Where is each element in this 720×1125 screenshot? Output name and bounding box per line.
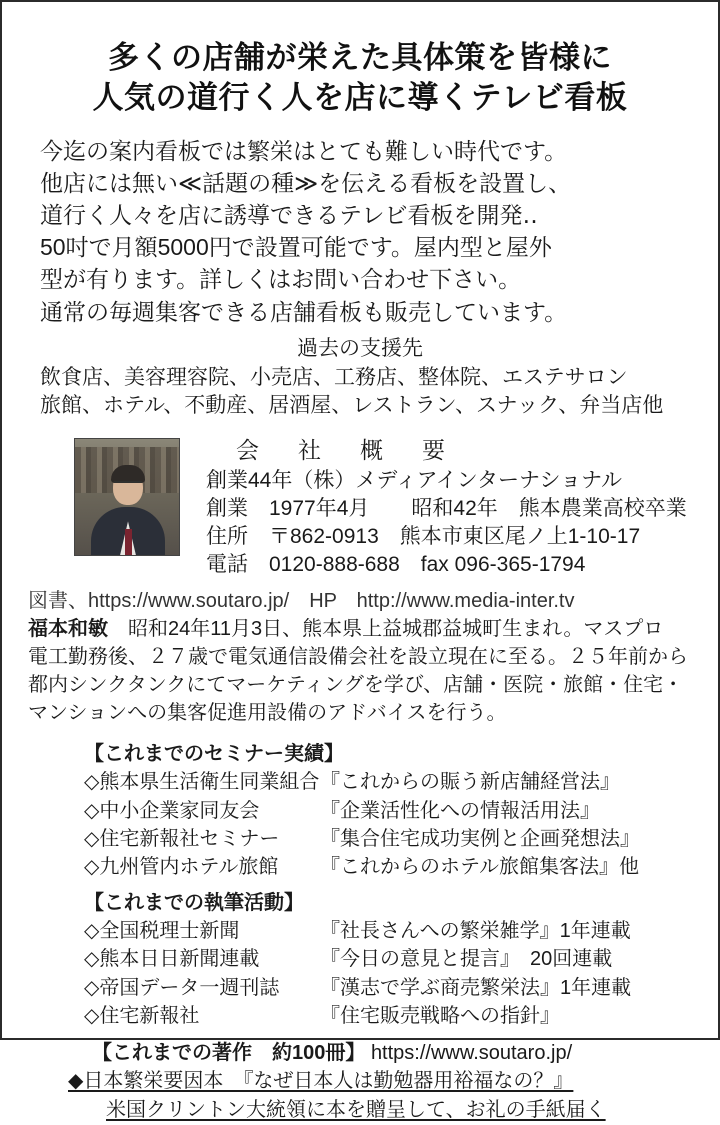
seminar-section <box>84 737 692 1065</box>
bio-line-2: 電工勤務後、２７歳で電気通信設備会社を設立現在に至る。２５年前から <box>28 646 688 669</box>
bottom-line-1: ◆日本繁栄要因本 『なぜ日本人は勤勉器用裕福なの？』 <box>68 1070 574 1093</box>
lead-line-4: 50吋で月額5000円で設置可能です。屋内型と屋外 <box>40 234 552 261</box>
seminar-org-3: ◇住宅新報社セミナー <box>84 828 280 851</box>
list-item <box>84 1002 692 1030</box>
company-line-3: 住所 〒862-0913 熊本市東区尾ノ上1-10-17 <box>206 524 641 548</box>
lead-paragraph <box>40 135 692 328</box>
support-list <box>40 364 692 421</box>
writing-org-1: ◇全国税理士新聞 <box>84 919 240 942</box>
seminar-org-2: ◇中小企業家同友会 <box>84 799 260 822</box>
writing-title-4: 『住宅販売戦略への指針』 <box>320 1005 560 1028</box>
writing-heading: 【これまでの執筆活動】 <box>84 891 304 914</box>
bottom-line-2: 米国クリントン大統領に本を贈呈して、お礼の手紙届く <box>106 1099 606 1122</box>
list-item <box>84 974 692 1002</box>
writing-title-2: 『今日の意見と提言』 20回連載 <box>320 948 613 971</box>
writing-org-2: ◇熊本日日新聞連載 <box>84 948 260 971</box>
writing-title-1: 『社長さんへの繁栄雑学』1年連載 <box>320 919 631 942</box>
support-section-title: 過去の支援先 <box>297 336 423 360</box>
headline-line-1: 多くの店舗が栄えた具体策を皆様に <box>108 40 612 75</box>
company-section <box>28 432 692 578</box>
list-item <box>84 917 692 945</box>
bio-line-3: 都内シンクタンクにてマーケティングを学び、店舗・医院・旅館・住宅・ <box>28 674 684 697</box>
writing-org-4: ◇住宅新報社 <box>84 1005 200 1028</box>
biography <box>28 615 692 727</box>
company-line-1: 創業44年（株）メディアインターナショナル <box>206 469 623 493</box>
writing-title-3: 『漢志で学ぶ商売繁栄法』1年連載 <box>320 976 632 999</box>
bottom-note <box>68 1067 692 1125</box>
list-item <box>84 768 692 796</box>
seminar-title-2: 『企業活性化への情報活用法』 <box>320 799 600 822</box>
list-item <box>84 945 692 973</box>
seminar-title-3: 『集合住宅成功実例と企画発想法』 <box>320 828 640 851</box>
seminar-title-4: 『これからのホテル旅館集客法』他 <box>320 856 639 879</box>
lead-line-1: 今迄の案内看板では繁栄はとても難しい時代です。 <box>40 137 568 164</box>
headline-line-2: 人気の道行く人を店に導くテレビ看板 <box>92 80 628 116</box>
company-details <box>206 432 692 578</box>
lead-line-5: 型が有ります。詳しくはお問い合わせ下さい。 <box>40 266 522 293</box>
seminar-org-1: ◇熊本県生活衛生同業組合 <box>84 771 320 794</box>
portrait-photo <box>74 438 180 556</box>
support-line-1: 飲食店、美容理容院、小売店、工務店、整体院、エステサロン <box>40 365 628 389</box>
books-line <box>92 1036 692 1065</box>
page-title <box>28 38 692 119</box>
lead-line-2: 他店には無い≪話題の種≫を伝える看板を設置し、 <box>40 169 572 196</box>
website-links[interactable]: 図書、https://www.soutaro.jp/ HP http://www.media-inter.tv <box>28 590 575 613</box>
books-label: 【これまでの著作 約100冊】 <box>92 1042 366 1065</box>
lead-line-6: 通常の毎週集客できる店舗看板も販売しています。 <box>40 298 568 325</box>
seminar-org-4: ◇九州管内ホテル旅館 <box>84 856 279 879</box>
lead-line-3: 道行く人々を店に誘導できるテレビ看板を開発‥ <box>40 201 538 228</box>
bio-line-1 <box>28 615 692 643</box>
company-line-2: 創業 1977年4月 昭和42年 熊本農業高校卒業 <box>206 497 687 521</box>
person-name: 福本和敏 <box>28 618 108 641</box>
seminar-title-1: 『これからの賑う新店舗経営法』 <box>320 771 620 794</box>
writing-org-3: ◇帝国データ一週刊誌 <box>84 976 280 999</box>
company-heading: 会 社 概 要 <box>236 437 453 464</box>
list-item <box>84 853 692 881</box>
list-item <box>84 797 692 825</box>
company-line-4: 電話 0120-888-688 fax 096-365-1794 <box>206 552 586 576</box>
seminar-heading: 【これまでのセミナー実績】 <box>84 743 344 766</box>
bio-line-1-rest: 昭和24年11月3日、熊本県上益城郡益城町生まれ。マスプロ <box>108 618 664 641</box>
books-url[interactable]: https://www.soutaro.jp/ <box>370 1042 573 1065</box>
bio-line-4: マンションへの集客促進用設備のアドバイスを行う。 <box>28 702 507 725</box>
support-line-2: 旅館、ホテル、不動産、居酒屋、レストラン、スナック、弁当店他 <box>40 394 664 418</box>
list-item <box>84 825 692 853</box>
